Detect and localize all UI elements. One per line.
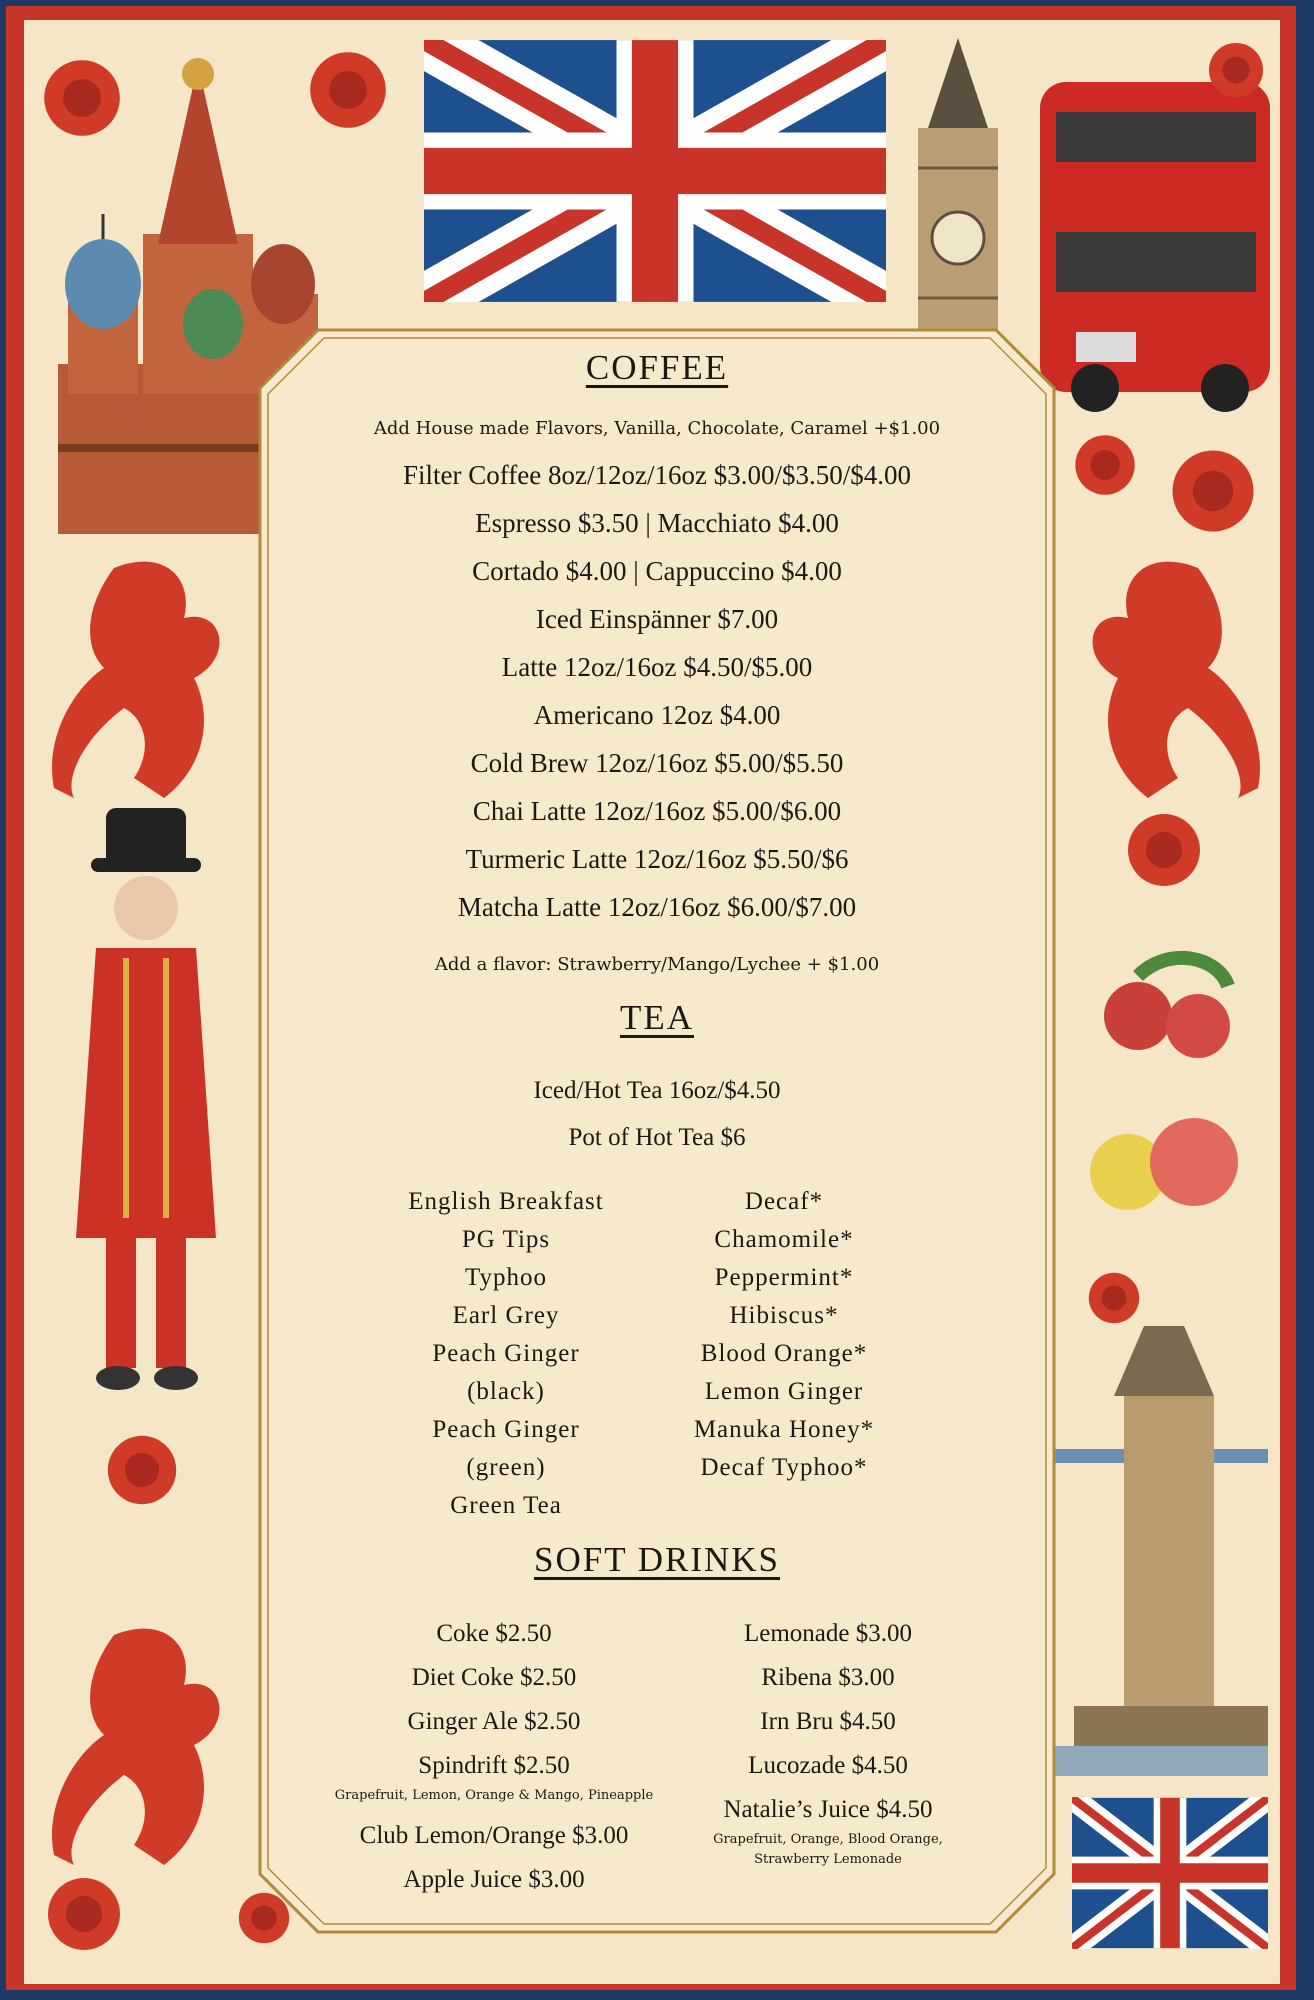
rampant-lion-right-icon: [1068, 548, 1268, 808]
coffee-item: Matcha Latte 12oz/16oz $6.00/$7.00: [457, 892, 857, 922]
coffee-item: Turmeric Latte 12oz/16oz $5.50/$6: [465, 844, 849, 874]
rose-icon: [1206, 40, 1266, 100]
tea-variety: PG Tips: [461, 1226, 551, 1253]
tea-variety: (green): [466, 1454, 546, 1481]
coffee-item: Cold Brew 12oz/16oz $5.00/$5.50: [470, 748, 844, 778]
soft-drink-item: Irn Bru $4.50: [760, 1708, 896, 1735]
soft-drink-item: Club Lemon/Orange $3.00: [359, 1822, 629, 1849]
tea-variety: Earl Grey: [452, 1302, 560, 1329]
tea-list-left: [376, 1183, 636, 1525]
rose-icon: [104, 1432, 180, 1508]
soft-drink-item: Coke $2.50: [436, 1620, 552, 1647]
soft-drink-item: Ribena $3.00: [761, 1664, 895, 1691]
soft-drink-item: Apple Juice $3.00: [403, 1866, 585, 1893]
tea-variety: Peppermint*: [714, 1264, 854, 1291]
coffee-item: Latte 12oz/16oz $4.50/$5.00: [501, 652, 813, 682]
rose-icon: [1168, 446, 1258, 536]
coffee-heading: COFFEE: [585, 348, 729, 387]
coffee-flavors-note: Add House made Flavors, Vanilla, Chocolate, Caramel +$1.00: [373, 418, 941, 439]
tea-variety: Lemon Ginger: [704, 1378, 864, 1405]
coffee-item: Cortado $4.00 | Cappuccino $4.00: [472, 556, 842, 586]
spindrift-flavors: Grapefruit, Lemon, Orange & Mango, Pineapple: [334, 1788, 654, 1803]
tea-variety: Peach Ginger: [432, 1340, 580, 1367]
soft-drinks-left: [324, 1612, 664, 1902]
soft-drink-item: Lucozade $4.50: [748, 1752, 908, 1779]
flavor-add-note: Add a flavor: Strawberry/Mango/Lychee + $1.00: [434, 954, 880, 975]
soft-drink-item: Ginger Ale $2.50: [407, 1708, 581, 1735]
double-decker-bus-icon: [1040, 82, 1270, 418]
tea-variety: (black): [467, 1378, 545, 1405]
soft-drink-item: Lemonade $3.00: [743, 1620, 912, 1647]
soft-drinks-right: [658, 1612, 998, 1872]
tea-variety: Chamomile*: [714, 1226, 854, 1253]
tea-heading: TEA: [619, 998, 695, 1037]
coffee-item: Iced Einspänner $7.00: [535, 604, 779, 634]
coffee-item: Filter Coffee 8oz/12oz/16oz $3.00/$3.50/$4.00: [403, 460, 911, 490]
rose-icon: [1086, 1270, 1142, 1326]
tea-variety: Manuka Honey*: [693, 1416, 875, 1443]
rampant-lion-bottom-icon: [44, 1600, 244, 1890]
rose-icon: [306, 48, 390, 132]
tea-variety: Peach Ginger: [432, 1416, 580, 1443]
tower-bridge-icon: [1054, 1326, 1268, 1776]
tea-item: Iced/Hot Tea 16oz/$4.50: [533, 1077, 781, 1104]
coffee-item: Americano 12oz $4.00: [533, 700, 781, 730]
rampant-lion-left-icon: [44, 548, 244, 808]
soft-drink-item: Spindrift $2.50: [418, 1752, 570, 1779]
soft-drinks-heading: SOFT DRINKS: [534, 1540, 780, 1579]
rose-icon: [44, 1874, 124, 1954]
tea-list-right: [654, 1183, 914, 1487]
tea-item: Pot of Hot Tea $6: [568, 1124, 746, 1151]
tea-variety: Decaf*: [744, 1188, 824, 1215]
fruit-icon: [1078, 946, 1268, 1246]
tea-variety: Green Tea: [450, 1492, 562, 1519]
coffee-item: Chai Latte 12oz/16oz $5.00/$6.00: [472, 796, 842, 826]
tea-variety: Blood Orange*: [700, 1340, 868, 1367]
rose-icon: [1072, 432, 1138, 498]
tea-variety: Typhoo: [464, 1264, 548, 1291]
rose-icon: [1124, 810, 1204, 890]
tea-variety: Hibiscus*: [729, 1302, 839, 1329]
beefeater-guard-icon: [46, 808, 246, 1408]
tea-variety: Decaf Typhoo*: [700, 1454, 868, 1481]
soft-drink-item: Natalie’s Juice $4.50: [723, 1796, 933, 1823]
union-jack-flag-icon: [424, 40, 886, 302]
natalies-juice-flavors: Grapefruit, Orange, Blood Orange,: [713, 1832, 943, 1847]
small-union-jack-flag-icon: [1072, 1797, 1268, 1949]
natalies-juice-flavors: Strawberry Lemonade: [754, 1852, 902, 1867]
tea-variety: English Breakfast: [408, 1188, 604, 1215]
coffee-item: Espresso $3.50 | Macchiato $4.00: [475, 508, 839, 538]
soft-drink-item: Diet Coke $2.50: [411, 1664, 577, 1691]
rose-icon: [40, 56, 124, 140]
